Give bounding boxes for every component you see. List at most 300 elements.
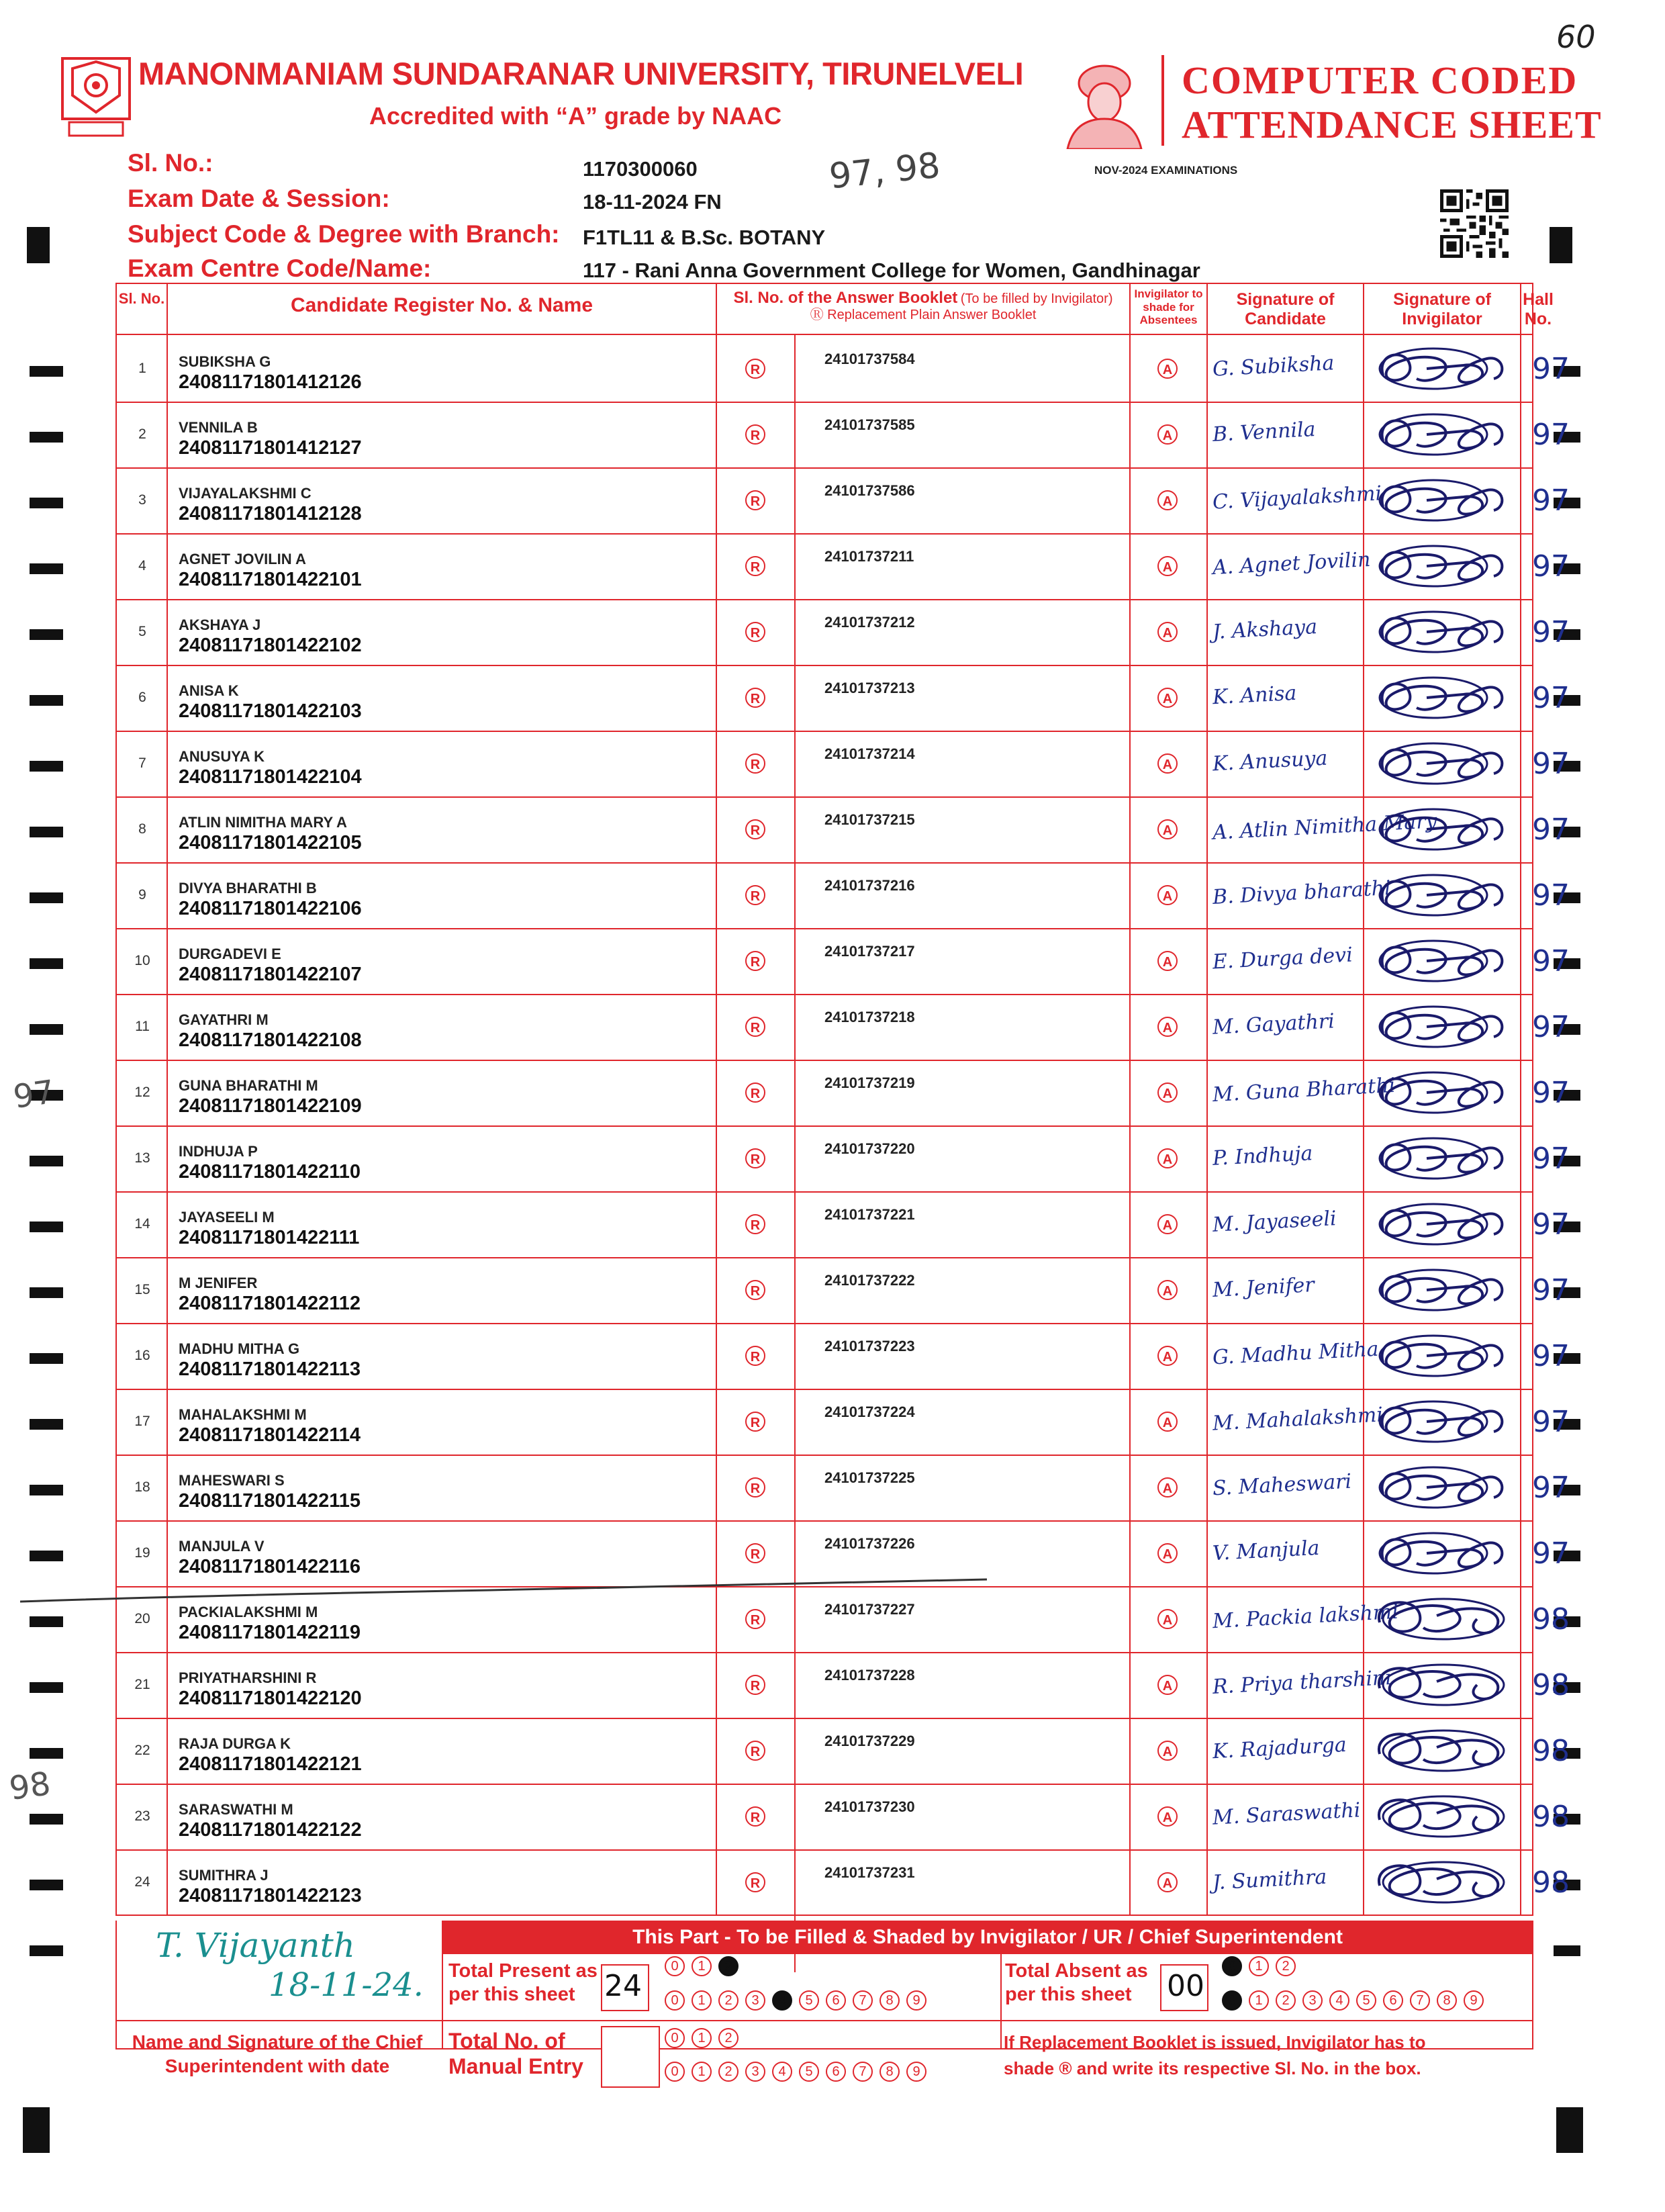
row-serial-number: 23 xyxy=(134,1808,150,1824)
register-number: 24081171801422115 xyxy=(179,1490,361,1512)
register-number: 24081171801422108 xyxy=(179,1029,362,1051)
university-name: MANONMANIAM SUNDARANAR UNIVERSITY, TIRUNELVELI xyxy=(138,56,1024,91)
candidate-name: SUBIKSHA G xyxy=(179,353,271,370)
replacement-bubble[interactable]: R xyxy=(745,1609,765,1629)
register-number: 24081171801422101 xyxy=(179,569,362,590)
candidate-name: PRIYATHARSHINI R xyxy=(179,1669,317,1686)
candidate-signature: M. Jenifer xyxy=(1212,1273,1315,1302)
candidate-name: DIVYA BHARATHI B xyxy=(179,880,317,896)
col-header-sl: Sl. No. xyxy=(118,290,165,307)
absent-bubble[interactable]: A xyxy=(1157,688,1178,708)
absent-bubble[interactable]: A xyxy=(1157,1214,1178,1234)
timing-mark xyxy=(30,366,63,377)
replacement-bubble[interactable]: R xyxy=(745,1214,765,1234)
digit-bubble-1[interactable]: 1 xyxy=(1249,1956,1269,1976)
digit-bubble-3[interactable]: 3 xyxy=(1302,1990,1323,2011)
candidate-signature: V. Manjula xyxy=(1212,1536,1321,1566)
row-serial-number: 9 xyxy=(138,887,146,903)
total-present-label: Total Present as per this sheet xyxy=(448,1960,598,2005)
absent-bubble[interactable]: A xyxy=(1157,1675,1178,1695)
booklet-header-replacement: Ⓡ Replacement Plain Answer Booklet xyxy=(810,307,1037,322)
timing-mark xyxy=(30,1814,63,1825)
hall-number: 97 xyxy=(1532,681,1570,715)
row-divider xyxy=(115,862,1533,864)
row-serial-number: 18 xyxy=(134,1479,150,1495)
digit-bubble-0[interactable]: 0 xyxy=(1222,1956,1242,1976)
candidate-name: MAHESWARI S xyxy=(179,1472,285,1489)
booklet-header-main: Sl. No. of the Answer Booklet xyxy=(733,289,958,307)
hall-number: 97 xyxy=(1532,944,1570,978)
register-number: 24081171801422112 xyxy=(179,1293,361,1314)
candidate-name: ATLIN NIMITHA MARY A xyxy=(179,814,347,831)
answer-booklet-number: 24101737229 xyxy=(824,1733,915,1749)
header-divider xyxy=(1161,55,1164,146)
digit-bubble-2[interactable]: 2 xyxy=(718,2028,739,2048)
candidate-name: M JENIFER xyxy=(179,1275,258,1291)
university-logo xyxy=(59,55,133,142)
timing-mark xyxy=(30,629,63,640)
absent-bubble[interactable]: A xyxy=(1157,1082,1178,1103)
digit-bubble-2[interactable]: 2 xyxy=(1276,1956,1296,1976)
absent-bubble[interactable]: A xyxy=(1157,490,1178,510)
candidate-name: MAHALAKSHMI M xyxy=(179,1406,307,1423)
digit-bubble-0[interactable]: 0 xyxy=(665,2062,685,2082)
hall-number: 97 xyxy=(1532,813,1570,847)
register-number: 24081171801422116 xyxy=(179,1556,361,1577)
candidate-signature: S. Maheswari xyxy=(1212,1469,1352,1501)
digit-bubble-8[interactable]: 8 xyxy=(879,2062,900,2082)
hall-number: 97 xyxy=(1532,549,1570,584)
candidate-name: JAYASEELI M xyxy=(179,1209,275,1226)
col-header-candidate: Candidate Register No. & Name xyxy=(290,294,593,316)
register-number: 24081171801422119 xyxy=(179,1622,361,1643)
replacement-bubble[interactable]: R xyxy=(745,1346,765,1366)
timing-mark xyxy=(30,695,63,706)
col-header-cand-sig: Signature of Candidate xyxy=(1236,290,1335,328)
register-number: 24081171801422120 xyxy=(179,1688,362,1709)
digit-bubble-4[interactable]: 4 xyxy=(772,1990,792,2011)
replacement-bubble[interactable]: R xyxy=(745,885,765,905)
absent-bubble[interactable]: A xyxy=(1157,359,1178,379)
replacement-bubble[interactable]: R xyxy=(745,1280,765,1300)
sl-no-label: Sl. No.: xyxy=(128,149,213,177)
row-divider xyxy=(115,665,1533,666)
answer-booklet-number: 24101737584 xyxy=(824,351,915,367)
replacement-bubble[interactable]: R xyxy=(745,1806,765,1827)
absent-bubble[interactable]: A xyxy=(1157,1477,1178,1497)
invigilator-signature xyxy=(1370,1720,1517,1781)
row-divider xyxy=(115,1849,1533,1851)
replacement-bubble[interactable]: R xyxy=(745,424,765,445)
row-divider xyxy=(115,467,1533,469)
timing-mark xyxy=(30,432,63,443)
replacement-bubble[interactable]: R xyxy=(745,1017,765,1037)
col-divider xyxy=(1129,283,1131,1916)
subject-value: F1TL11 & B.Sc. BOTANY xyxy=(583,226,826,249)
hall-number: 97 xyxy=(1532,1471,1570,1505)
invigilator-signature xyxy=(1370,865,1517,925)
digit-bubble-2[interactable]: 2 xyxy=(718,1990,739,2011)
timing-mark xyxy=(30,1945,63,1956)
absent-bubble[interactable]: A xyxy=(1157,1017,1178,1037)
row-divider xyxy=(115,1784,1533,1785)
candidate-signature: J. Sumithra xyxy=(1212,1865,1328,1895)
row-divider xyxy=(115,994,1533,995)
row-divider xyxy=(115,1652,1533,1653)
row-serial-number: 8 xyxy=(138,821,146,837)
accreditation-text: Accredited with “A” grade by NAAC xyxy=(369,102,782,130)
founder-portrait xyxy=(1061,55,1148,149)
row-divider xyxy=(115,1455,1533,1456)
register-number: 24081171801422109 xyxy=(179,1095,362,1117)
digit-bubble-8[interactable]: 8 xyxy=(879,1990,900,2011)
answer-booklet-number: 24101737213 xyxy=(824,680,915,696)
absent-bubble[interactable]: A xyxy=(1157,951,1178,971)
candidate-signature: A. Atlin Nimitha Mary xyxy=(1212,809,1438,845)
timing-mark xyxy=(30,1616,63,1627)
row-divider-pen-stroke xyxy=(20,1571,1000,1612)
register-number: 24081171801422114 xyxy=(179,1424,361,1446)
candidate-name: MANJULA V xyxy=(179,1538,265,1555)
candidate-name: MADHU MITHA G xyxy=(179,1340,300,1357)
timing-mark xyxy=(1556,2107,1583,2153)
invigilator-signature xyxy=(1370,997,1517,1057)
row-serial-number: 21 xyxy=(134,1677,150,1692)
hall-number: 98 xyxy=(1532,1865,1570,1900)
replacement-bubble[interactable]: R xyxy=(745,1412,765,1432)
invigilator-signature xyxy=(1370,1523,1517,1583)
answer-booklet-number: 24101737217 xyxy=(824,943,915,960)
timing-mark xyxy=(30,1287,63,1298)
row-divider xyxy=(115,1520,1533,1522)
digit-bubble-6[interactable]: 6 xyxy=(826,1990,846,2011)
col-divider xyxy=(716,283,717,1916)
register-number: 24081171801422122 xyxy=(179,1819,362,1841)
row-serial-number: 7 xyxy=(138,755,146,771)
answer-booklet-number: 24101737227 xyxy=(824,1601,915,1618)
chief-signature-date: 18-11-24. xyxy=(269,1966,424,2004)
timing-mark xyxy=(30,1419,63,1430)
candidate-name: VENNILA B xyxy=(179,419,258,436)
candidate-signature: M. Gayathri xyxy=(1212,1009,1335,1040)
hall-number: 97 xyxy=(1532,1076,1570,1110)
digit-bubble-4[interactable]: 4 xyxy=(1329,1990,1349,2011)
absent-bubble[interactable]: A xyxy=(1157,556,1178,576)
answer-booklet-number: 24101737222 xyxy=(824,1272,915,1289)
timing-mark xyxy=(30,761,63,772)
invigilator-signature xyxy=(1370,733,1517,794)
candidate-signature: M. Mahalakshmi xyxy=(1212,1403,1384,1436)
replacement-bubble[interactable]: R xyxy=(745,819,765,839)
invigilator-signature xyxy=(1370,1786,1517,1847)
candidate-signature: K. Anusuya xyxy=(1212,746,1329,776)
row-serial-number: 15 xyxy=(134,1282,150,1297)
absent-bubble[interactable]: A xyxy=(1157,1609,1178,1629)
sheet-title-line-1: COMPUTER CODED xyxy=(1182,58,1578,102)
hall-number: 97 xyxy=(1532,483,1570,518)
candidate-name: ANUSUYA K xyxy=(179,748,265,765)
replacement-bubble[interactable]: R xyxy=(745,1543,765,1563)
register-number: 24081171801422102 xyxy=(179,635,362,656)
row-serial-number: 22 xyxy=(134,1743,150,1758)
register-number: 24081171801422123 xyxy=(179,1885,362,1906)
replacement-bubble[interactable]: R xyxy=(745,1741,765,1761)
answer-booklet-number: 24101737226 xyxy=(824,1535,915,1552)
row-divider xyxy=(115,402,1533,403)
absent-bubble[interactable]: A xyxy=(1157,1412,1178,1432)
manual-entry-label: Total No. of Manual Entry xyxy=(448,2029,583,2079)
replacement-text: Replacement Plain Answer Booklet xyxy=(827,307,1037,322)
digit-bubble-1[interactable]: 1 xyxy=(692,2028,712,2048)
replacement-bubble[interactable]: R xyxy=(745,753,765,774)
absent-bubble[interactable]: A xyxy=(1157,1741,1178,1761)
hall-number: 97 xyxy=(1532,1142,1570,1176)
invigilator-signature xyxy=(1370,1457,1517,1518)
absent-bubble[interactable]: A xyxy=(1157,885,1178,905)
hall-number: 98 xyxy=(1532,1734,1570,1768)
invigilator-signature xyxy=(1370,1062,1517,1123)
centre-value: 117 - Rani Anna Government College for Women, Gandhinagar xyxy=(583,259,1200,282)
answer-booklet-number: 24101737586 xyxy=(824,482,915,499)
replacement-bubble[interactable]: R xyxy=(745,622,765,642)
answer-booklet-number: 24101737224 xyxy=(824,1403,915,1420)
absent-bubble[interactable]: A xyxy=(1157,1346,1178,1366)
col-header-inv-sig: Signature of Invigilator xyxy=(1393,290,1491,328)
margin-note-98: 98 xyxy=(7,1765,53,1808)
row-serial-number: 5 xyxy=(138,624,146,639)
digit-bubble-8[interactable]: 8 xyxy=(1437,1990,1457,2011)
absent-bubble[interactable]: A xyxy=(1157,622,1178,642)
replacement-bubble[interactable]: R xyxy=(745,1082,765,1103)
digit-bubble-1[interactable]: 1 xyxy=(692,2062,712,2082)
answer-booklet-number: 24101737223 xyxy=(824,1338,915,1354)
row-serial-number: 19 xyxy=(134,1545,150,1561)
absent-bubble[interactable]: A xyxy=(1157,1148,1178,1168)
timing-mark xyxy=(30,1024,63,1035)
candidate-signature: G. Madhu Mitha xyxy=(1212,1337,1380,1370)
total-absent-label: Total Absent as per this sheet xyxy=(1005,1960,1148,2005)
invigilator-signature xyxy=(1370,1260,1517,1320)
candidate-name: SUMITHRA J xyxy=(179,1867,269,1884)
hall-number: 97 xyxy=(1532,1405,1570,1439)
invigilator-signature xyxy=(1370,667,1517,728)
subject-label: Subject Code & Degree with Branch: xyxy=(128,220,560,248)
digit-bubble-1[interactable]: 1 xyxy=(692,1990,712,2011)
row-serial-number: 3 xyxy=(138,492,146,508)
timing-mark xyxy=(1550,227,1572,263)
digit-bubble-3[interactable]: 3 xyxy=(745,1990,765,2011)
col-header-booklet xyxy=(717,289,1129,323)
timing-mark xyxy=(30,498,63,508)
timing-mark xyxy=(30,1880,63,1890)
candidate-signature: M. Saraswathi xyxy=(1212,1798,1362,1830)
candidate-name: AKSHAYA J xyxy=(179,616,261,633)
sheet-title-line-2: ATTENDANCE SHEET xyxy=(1182,103,1602,146)
register-number: 24081171801422103 xyxy=(179,700,362,722)
col-divider xyxy=(794,334,796,1972)
replacement-bubble[interactable]: R xyxy=(745,359,765,379)
timing-mark xyxy=(30,1156,63,1166)
answer-booklet-number: 24101737216 xyxy=(824,877,915,894)
invigilator-signature xyxy=(1370,1326,1517,1386)
candidate-name: PACKIALAKSHMI M xyxy=(179,1604,318,1620)
candidate-name: DURGADEVI E xyxy=(179,946,281,962)
candidate-signature: B. Divya bharathi xyxy=(1212,876,1392,909)
row-divider xyxy=(115,796,1533,798)
bottom-divider xyxy=(442,1921,443,2049)
invigilator-signature xyxy=(1370,1852,1517,1913)
digit-bubble-7[interactable]: 7 xyxy=(853,1990,873,2011)
header-rule xyxy=(115,334,1533,335)
digit-bubble-2[interactable]: 2 xyxy=(718,1956,739,1976)
replacement-bubble[interactable]: R xyxy=(745,1872,765,1892)
replacement-bubble[interactable]: R xyxy=(745,1675,765,1695)
margin-note-97: 97 xyxy=(11,1073,57,1116)
timing-mark xyxy=(30,1551,63,1561)
row-serial-number: 2 xyxy=(138,426,146,442)
timing-mark xyxy=(30,1748,63,1759)
invigilator-signature xyxy=(1370,404,1517,465)
timing-mark xyxy=(30,1682,63,1693)
digit-bubble-0[interactable]: 0 xyxy=(665,1956,685,1976)
col-divider xyxy=(1520,283,1521,1916)
answer-booklet-number: 24101737228 xyxy=(824,1667,915,1684)
replacement-note-line-1: If Replacement Booklet is issued, Invigilator has to xyxy=(1004,2032,1426,2052)
answer-booklet-number: 24101737212 xyxy=(824,614,915,631)
replacement-bubble[interactable]: R xyxy=(745,556,765,576)
answer-booklet-number: 24101737221 xyxy=(824,1206,915,1223)
col-divider xyxy=(1206,283,1208,1916)
digit-bubble-9[interactable]: 9 xyxy=(906,1990,926,2011)
digit-bubble-6[interactable]: 6 xyxy=(826,2062,846,2082)
register-number: 24081171801412126 xyxy=(179,371,362,393)
timing-mark xyxy=(30,892,63,903)
timing-mark xyxy=(30,563,63,574)
invigilator-signature xyxy=(1370,536,1517,596)
chief-superintendent-signature: T. Vijayanth xyxy=(156,1926,355,1965)
hall-number: 97 xyxy=(1532,878,1570,913)
digit-bubble-0[interactable]: 0 xyxy=(665,1990,685,2011)
digit-bubble-0[interactable]: 0 xyxy=(1222,1990,1242,2011)
absent-bubble[interactable]: A xyxy=(1157,424,1178,445)
candidate-signature: M. Jayaseeli xyxy=(1212,1207,1337,1237)
replacement-bubble[interactable]: R xyxy=(745,1148,765,1168)
absent-bubble[interactable]: A xyxy=(1157,753,1178,774)
row-serial-number: 13 xyxy=(134,1150,150,1166)
answer-booklet-number: 24101737585 xyxy=(824,416,915,433)
invigilator-signature xyxy=(1370,931,1517,991)
page-number-handwritten: 60 xyxy=(1556,19,1596,55)
candidate-name: GAYATHRI M xyxy=(179,1011,269,1028)
hall-number: 97 xyxy=(1532,1273,1570,1307)
digit-bubble-4[interactable]: 4 xyxy=(772,2062,792,2082)
row-divider xyxy=(115,1718,1533,1719)
digit-bubble-2[interactable]: 2 xyxy=(718,2062,739,2082)
digit-bubble-5[interactable]: 5 xyxy=(799,2062,819,2082)
digit-bubble-1[interactable]: 1 xyxy=(692,1956,712,1976)
timing-mark xyxy=(30,1222,63,1232)
digit-bubble-2[interactable]: 2 xyxy=(1276,1990,1296,2011)
invigilator-signature xyxy=(1370,1655,1517,1715)
timing-mark xyxy=(27,227,50,263)
register-number: 24081171801412127 xyxy=(179,437,362,459)
digit-bubble-9[interactable]: 9 xyxy=(1464,1990,1484,2011)
invigilator-signature xyxy=(1370,799,1517,860)
absent-bubble[interactable]: A xyxy=(1157,1280,1178,1300)
replacement-note-line-2: shade ® and write its respective Sl. No. in the box. xyxy=(1004,2058,1421,2078)
row-divider xyxy=(115,1389,1533,1390)
digit-bubble-0[interactable]: 0 xyxy=(665,2028,685,2048)
row-divider xyxy=(115,1257,1533,1258)
hall-number: 97 xyxy=(1532,747,1570,781)
row-serial-number: 4 xyxy=(138,558,146,573)
answer-booklet-number: 24101737231 xyxy=(824,1864,915,1881)
absent-bubble[interactable]: A xyxy=(1157,1806,1178,1827)
absent-bubble[interactable]: A xyxy=(1157,1543,1178,1563)
answer-booklet-number: 24101737219 xyxy=(824,1074,915,1091)
digit-bubble-5[interactable]: 5 xyxy=(1356,1990,1376,2011)
row-serial-number: 12 xyxy=(134,1085,150,1100)
row-serial-number: 20 xyxy=(134,1611,150,1626)
replacement-bubble[interactable]: R xyxy=(745,688,765,708)
candidate-signature: K. Rajadurga xyxy=(1212,1733,1347,1764)
register-number: 24081171801422105 xyxy=(179,832,362,854)
timing-mark xyxy=(30,827,63,837)
hall-number: 97 xyxy=(1532,1339,1570,1373)
candidate-signature: M. Packia lakshmi xyxy=(1212,1600,1399,1634)
row-serial-number: 17 xyxy=(134,1414,150,1429)
row-divider xyxy=(115,731,1533,732)
timing-mark xyxy=(30,958,63,969)
hall-number: 98 xyxy=(1532,1800,1570,1834)
absent-bubble[interactable]: A xyxy=(1157,1872,1178,1892)
replacement-bubble[interactable]: R xyxy=(745,951,765,971)
candidate-signature: B. Vennila xyxy=(1212,418,1317,447)
answer-booklet-number: 24101737225 xyxy=(824,1469,915,1486)
hall-number: 98 xyxy=(1532,1602,1570,1637)
timing-mark xyxy=(30,1485,63,1495)
replacement-note xyxy=(1004,2029,1425,2082)
manual-entry-box[interactable] xyxy=(601,2026,660,2088)
booklet-header-note: (To be filled by Invigilator) xyxy=(960,291,1113,306)
total-absent-value: 00 xyxy=(1167,1969,1204,2003)
absent-bubble[interactable]: A xyxy=(1157,819,1178,839)
exam-date-value: 18-11-2024 FN xyxy=(583,190,722,214)
register-number: 24081171801422110 xyxy=(179,1161,361,1183)
replacement-bubble[interactable]: R xyxy=(745,490,765,510)
answer-booklet-number: 24101737220 xyxy=(824,1140,915,1157)
digit-bubble-9[interactable]: 9 xyxy=(906,2062,926,2082)
digit-bubble-7[interactable]: 7 xyxy=(1410,1990,1430,2011)
bottom-rule xyxy=(115,2020,1533,2021)
digit-bubble-7[interactable]: 7 xyxy=(853,2062,873,2082)
register-number: 24081171801422111 xyxy=(179,1227,360,1248)
centre-label: Exam Centre Code/Name: xyxy=(128,255,432,282)
digit-bubble-5[interactable]: 5 xyxy=(799,1990,819,2011)
digit-bubble-1[interactable]: 1 xyxy=(1249,1990,1269,2011)
exam-date-label: Exam Date & Session: xyxy=(128,185,390,212)
row-serial-number: 6 xyxy=(138,690,146,705)
replacement-bubble[interactable]: R xyxy=(745,1477,765,1497)
timing-mark xyxy=(30,1353,63,1364)
invigilator-signature xyxy=(1370,1391,1517,1452)
answer-booklet-number: 24101737218 xyxy=(824,1009,915,1025)
row-divider xyxy=(115,1060,1533,1061)
exam-series: NOV-2024 EXAMINATIONS xyxy=(1094,164,1238,177)
hall-number: 97 xyxy=(1532,615,1570,649)
digit-bubble-6[interactable]: 6 xyxy=(1383,1990,1403,2011)
digit-bubble-3[interactable]: 3 xyxy=(745,2062,765,2082)
